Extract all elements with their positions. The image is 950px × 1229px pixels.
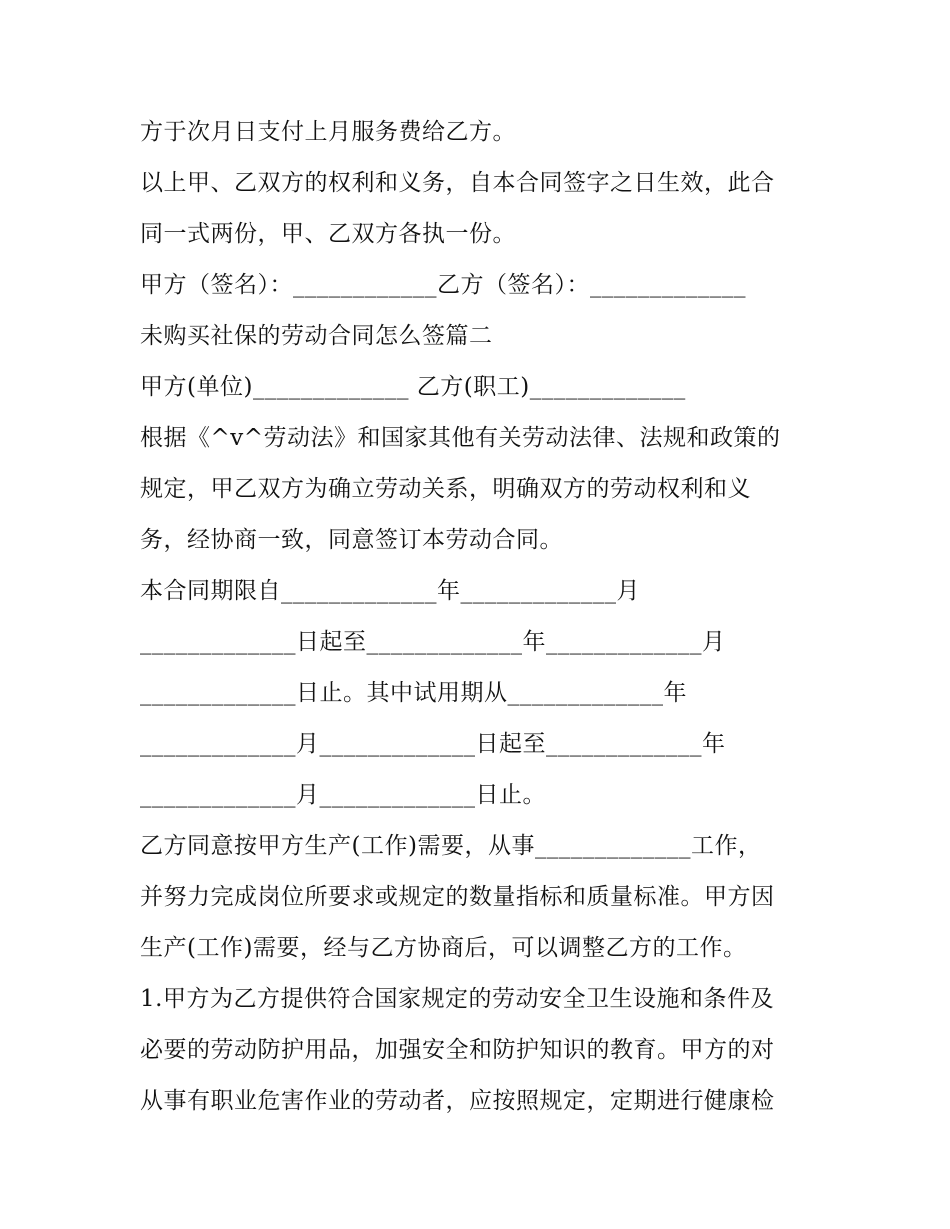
document-body bbox=[140, 107, 820, 1127]
term-line: _____________月_____________日起至_____________年 bbox=[140, 731, 726, 757]
term-line: _____________日起至_____________年_____________月 bbox=[140, 629, 726, 655]
text-line: 规定，甲乙双方为确立劳动关系，明确双方的劳动权利和义 bbox=[140, 476, 751, 502]
text-line: 同一式两份，甲、乙双方各执一份。 bbox=[140, 221, 516, 247]
signature-line: 甲方（签名）：____________乙方（签名）：_____________ bbox=[140, 272, 746, 298]
text-line: 从事有职业危害作业的劳动者，应按照规定，定期进行健康检 bbox=[140, 1088, 775, 1114]
text-line: 生产(工作)需要，经与乙方协商后，可以调整乙方的工作。 bbox=[140, 935, 747, 961]
term-line: _____________日止。其中试用期从_____________年 bbox=[140, 680, 687, 706]
text-line: 1.甲方为乙方提供符合国家规定的劳动安全卫生设施和条件及 bbox=[140, 986, 774, 1012]
text-line: 乙方同意按甲方生产(工作)需要，从事_____________工作， bbox=[140, 833, 762, 859]
section-heading: 未购买社保的劳动合同怎么签篇二 bbox=[140, 323, 493, 349]
term-line: _____________月_____________日止。 bbox=[140, 782, 546, 808]
text-line: 并努力完成岗位所要求或规定的数量指标和质量标准。甲方因 bbox=[140, 884, 775, 910]
text-line: 方于次月日支付上月服务费给乙方。 bbox=[140, 119, 516, 145]
term-line: 本合同期限自_____________年_____________月 bbox=[140, 578, 640, 604]
text-line: 根据《^v^劳动法》和国家其他有关劳动法律、法规和政策的 bbox=[140, 425, 781, 451]
text-line: 必要的劳动防护用品，加强安全和防护知识的教育。甲方的对 bbox=[140, 1037, 775, 1063]
text-line: 以上甲、乙双方的权利和义务，自本合同签字之日生效，此合 bbox=[140, 170, 775, 196]
parties-line: 甲方(单位)_____________ 乙方(职工)_____________ bbox=[140, 374, 686, 400]
text-line: 务，经协商一致，同意签订本劳动合同。 bbox=[140, 527, 563, 553]
